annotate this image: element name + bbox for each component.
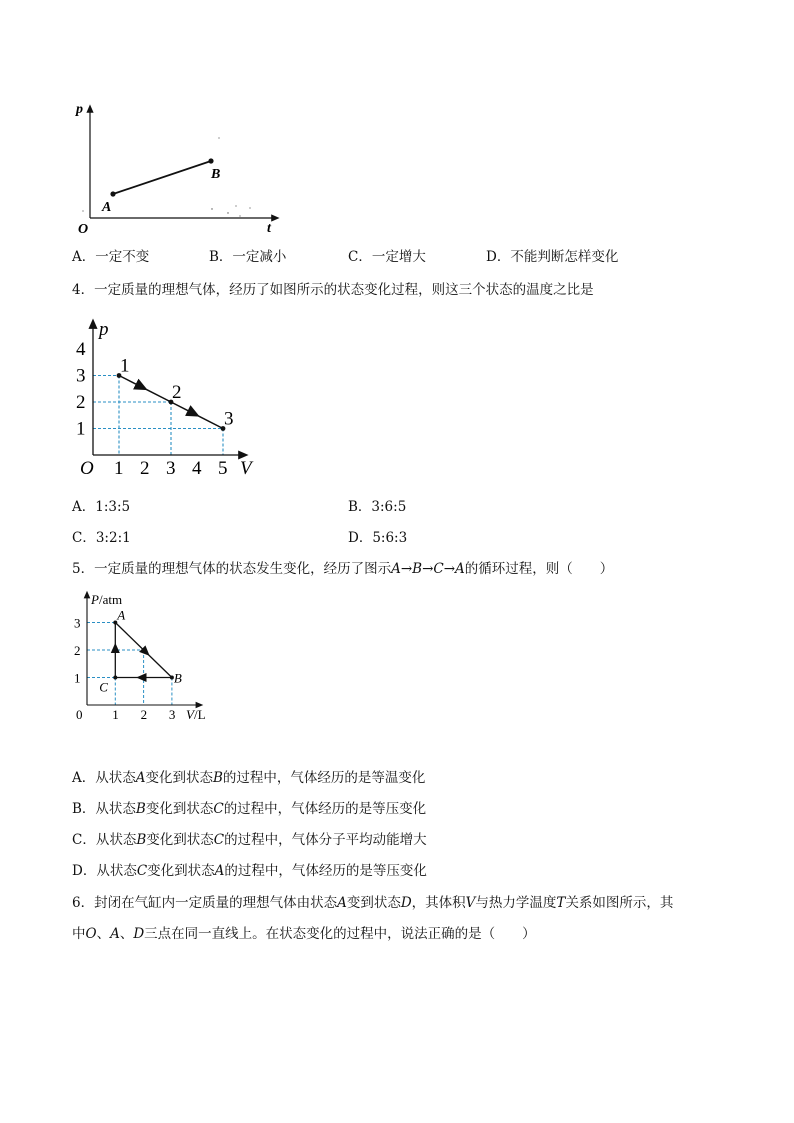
q4-point-label-3: 3 xyxy=(224,408,234,430)
q4-x-tick-3: 3 xyxy=(166,458,176,479)
q5-x-axis-label xyxy=(186,707,206,722)
q5-option-b[interactable]: B．从状态B变化到状态C的过程中，气体经历的是等压变化 xyxy=(72,801,427,817)
q4-segment-2-3-a xyxy=(171,402,194,414)
q5-point-label-B: B xyxy=(173,670,182,686)
q4-x-tick-4: 4 xyxy=(192,458,202,479)
q4-x-tick-2: 2 xyxy=(140,458,150,479)
q3-y-axis-label: p xyxy=(76,102,83,117)
q5-x-tick-3: 3 xyxy=(168,707,176,722)
q4-y-tick-1: 1 xyxy=(76,418,86,440)
q5-segment-AB-a xyxy=(115,623,146,653)
q6-stem-line2: 中O、A、D三点在同一直线上。在状态变化的过程中，说法正确的是（ ） xyxy=(72,926,536,942)
q3-label-b: B xyxy=(211,167,221,182)
q4-y-tick-3: 3 xyxy=(76,365,86,387)
q5-stem: 5．一定质量的理想气体的状态发生变化，经历了图示A→B→C→A的循环过程，则（ ） xyxy=(72,561,614,577)
q3-label-a: A xyxy=(102,200,112,215)
q5-x-unit: /L xyxy=(193,707,206,722)
q3-line-ab xyxy=(113,161,211,194)
q6-stem-line1: 6．封闭在气缸内一定质量的理想气体由状态A变到状态D，其体积V与热力学温度T关系如图所示，其 xyxy=(72,895,674,911)
q4-dashed-guides xyxy=(93,376,223,456)
q4-option-d[interactable]: D．5:6:3 xyxy=(348,530,408,546)
q3-option-b[interactable]: B．一定减小 xyxy=(209,249,287,265)
q4-option-c[interactable]: C．3:2:1 xyxy=(72,530,131,546)
q5-point-C xyxy=(113,676,117,680)
q3-origin-label: O xyxy=(78,222,89,237)
q4-origin-label: O xyxy=(80,458,94,479)
q5-option-d[interactable]: D．从状态C变化到状态A的过程中，气体经历的是等压变化 xyxy=(72,863,427,879)
q4-y-tick-4: 4 xyxy=(76,339,86,360)
q5-y-var: P xyxy=(91,592,99,607)
q4-point-label-2: 2 xyxy=(172,382,182,403)
q4-point-label-1: 1 xyxy=(120,355,130,377)
q5-origin-label: 0 xyxy=(76,707,83,722)
q5-point-label-C: C xyxy=(99,679,108,695)
q4-option-a[interactable]: A．1:3:5 xyxy=(72,499,131,515)
q5-point-label-A: A xyxy=(117,607,126,623)
q4-x-tick-5: 5 xyxy=(218,458,228,479)
q5-y-tick-1: 1 xyxy=(74,670,81,686)
q3-point-b xyxy=(208,158,213,163)
q4-pv-chart xyxy=(72,315,272,480)
q5-y-unit: /atm xyxy=(98,592,123,607)
q5-y-axis-label xyxy=(90,592,122,607)
q4-y-tick-2: 2 xyxy=(76,392,86,413)
q3-pt-graph xyxy=(72,96,287,238)
q5-segment-AB-b xyxy=(146,653,171,678)
q5-x-var: V xyxy=(186,707,194,722)
q5-x-tick-1: 1 xyxy=(112,707,119,722)
q5-option-a[interactable]: A．从状态A变化到状态B的过程中，气体经历的是等温变化 xyxy=(72,770,426,786)
q4-segment-1-2-b xyxy=(142,387,171,402)
q5-pv-chart xyxy=(72,588,222,726)
q4-x-axis-label: V xyxy=(240,458,252,479)
q3-option-d[interactable]: D．不能判断怎样变化 xyxy=(486,249,619,265)
q4-y-axis-label: p xyxy=(99,319,109,340)
q3-option-a[interactable]: A．一定不变 xyxy=(72,249,150,265)
q3-option-c[interactable]: C．一定增大 xyxy=(348,249,426,265)
q3-point-a xyxy=(110,191,115,196)
q5-y-tick-3: 3 xyxy=(74,615,81,631)
q4-segment-1-2-a xyxy=(119,376,142,388)
q4-option-b[interactable]: B．3:6:5 xyxy=(348,499,407,515)
q5-option-c[interactable]: C．从状态B变化到状态C的过程中，气体分子平均动能增大 xyxy=(72,832,427,848)
q4-stem: 4．一定质量的理想气体，经历了如图所示的状态变化过程，则这三个状态的温度之比是 xyxy=(72,282,594,298)
q4-segment-2-3-b xyxy=(194,414,223,429)
q4-x-tick-1: 1 xyxy=(114,458,124,479)
q3-x-axis-label: t xyxy=(267,221,271,236)
q5-y-tick-2: 2 xyxy=(74,643,81,658)
q5-x-tick-2: 2 xyxy=(140,707,148,722)
